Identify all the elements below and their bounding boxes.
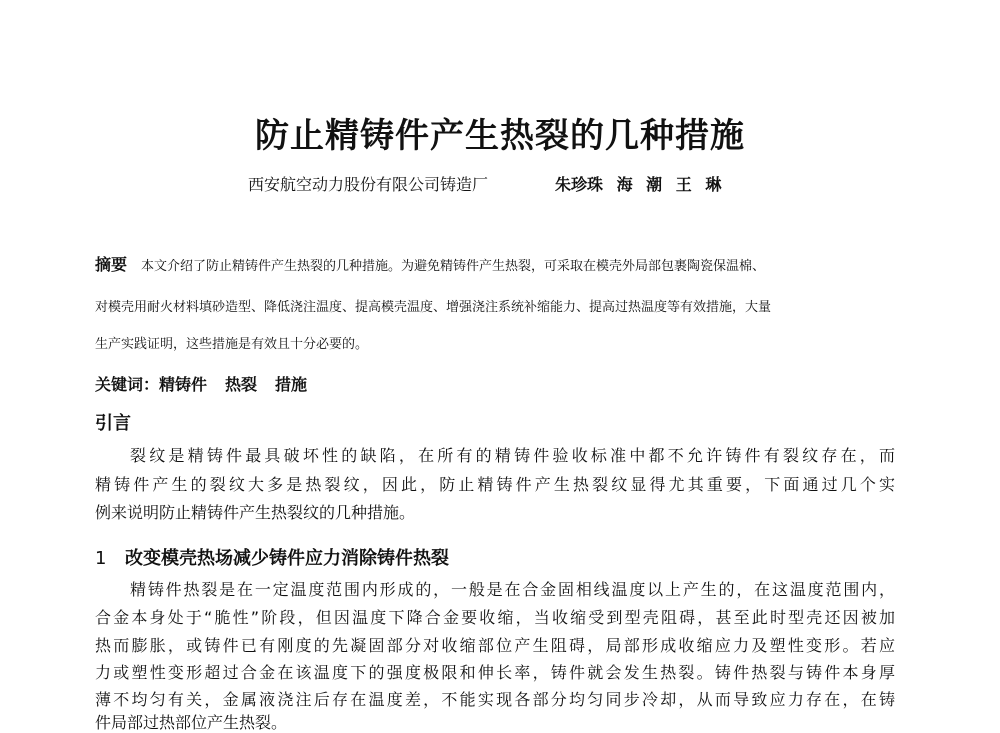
keyword: 精铸件 [159,375,208,394]
author-name: 王 琳 [675,175,722,194]
paragraph-line: 件局部过热部位产生热裂。 [95,713,288,732]
intro-heading: 引言 [95,413,131,434]
author-names [555,172,721,195]
paper-title: 防止精铸件产生热裂的几种措施 [255,116,745,156]
keyword: 热裂 [225,375,258,394]
affiliation: 西安航空动力股份有限公司铸造厂 [248,175,489,194]
abstract-label: 摘要 [95,255,128,274]
abstract-line: 对模壳用耐火材料填砂造型、降低浇注温度、提高模壳温度、增强浇注系统补缩能力、提高过热温度等有效措施，大量 [95,300,772,315]
paragraph-line: 合金本身处于“脆性”阶段，但因温度下降合金要收缩，当收缩受到型壳阻碍，甚至此时型壳还因被加 [95,608,895,627]
keyword: 措施 [275,375,308,394]
abstract-line: 生产实践证明，这些措施是有效且十分必要的。 [95,337,369,352]
paragraph-line: 例来说明防止精铸件产生热裂纹的几种措施。 [95,503,416,522]
abstract-text: 本文介绍了防止精铸件产生热裂的几种措施。为避免精铸件产生热裂，可采取在模壳外局部包裹陶瓷保温棉、 [141,259,766,274]
section-heading [95,544,449,570]
author-name: 海 潮 [616,175,663,194]
paragraph-line: 精铸件热裂是在一定温度范围内形成的，一般是在合金固相线温度以上产生的，在这温度范围内， [130,580,895,599]
paragraph-line: 裂纹是精铸件最具破坏性的缺陷，在所有的精铸件验收标准中都不允许铸件有裂纹存在，而 [130,446,895,465]
paragraph-line: 薄不均匀有关，金属液浇注后存在温度差，不能实现各部分均匀同步冷却，从而导致应力存在，在铸 [95,690,895,709]
paragraph-line: 力或塑性变形超过合金在该温度下的强度极限和伸长率，铸件就会发生热裂。铸件热裂与铸件本身厚 [95,663,895,682]
section-number: 1 [95,548,107,569]
keywords-label: 关键词： [95,375,160,394]
paragraph-line: 精铸件产生的裂纹大多是热裂纹，因此，防止精铸件产生热裂纹显得尤其重要，下面通过几个实 [95,475,895,494]
keywords [95,372,325,395]
author-name: 朱珍珠 [555,175,604,194]
section-title: 改变模壳热场减少铸件应力消除铸件热裂 [125,548,449,569]
paragraph-line: 热而膨胀，或铸件已有刚度的先凝固部分对收缩部位产生阻碍，局部形成收缩应力及塑性变形。若应 [95,636,895,655]
abstract-line [95,252,905,275]
